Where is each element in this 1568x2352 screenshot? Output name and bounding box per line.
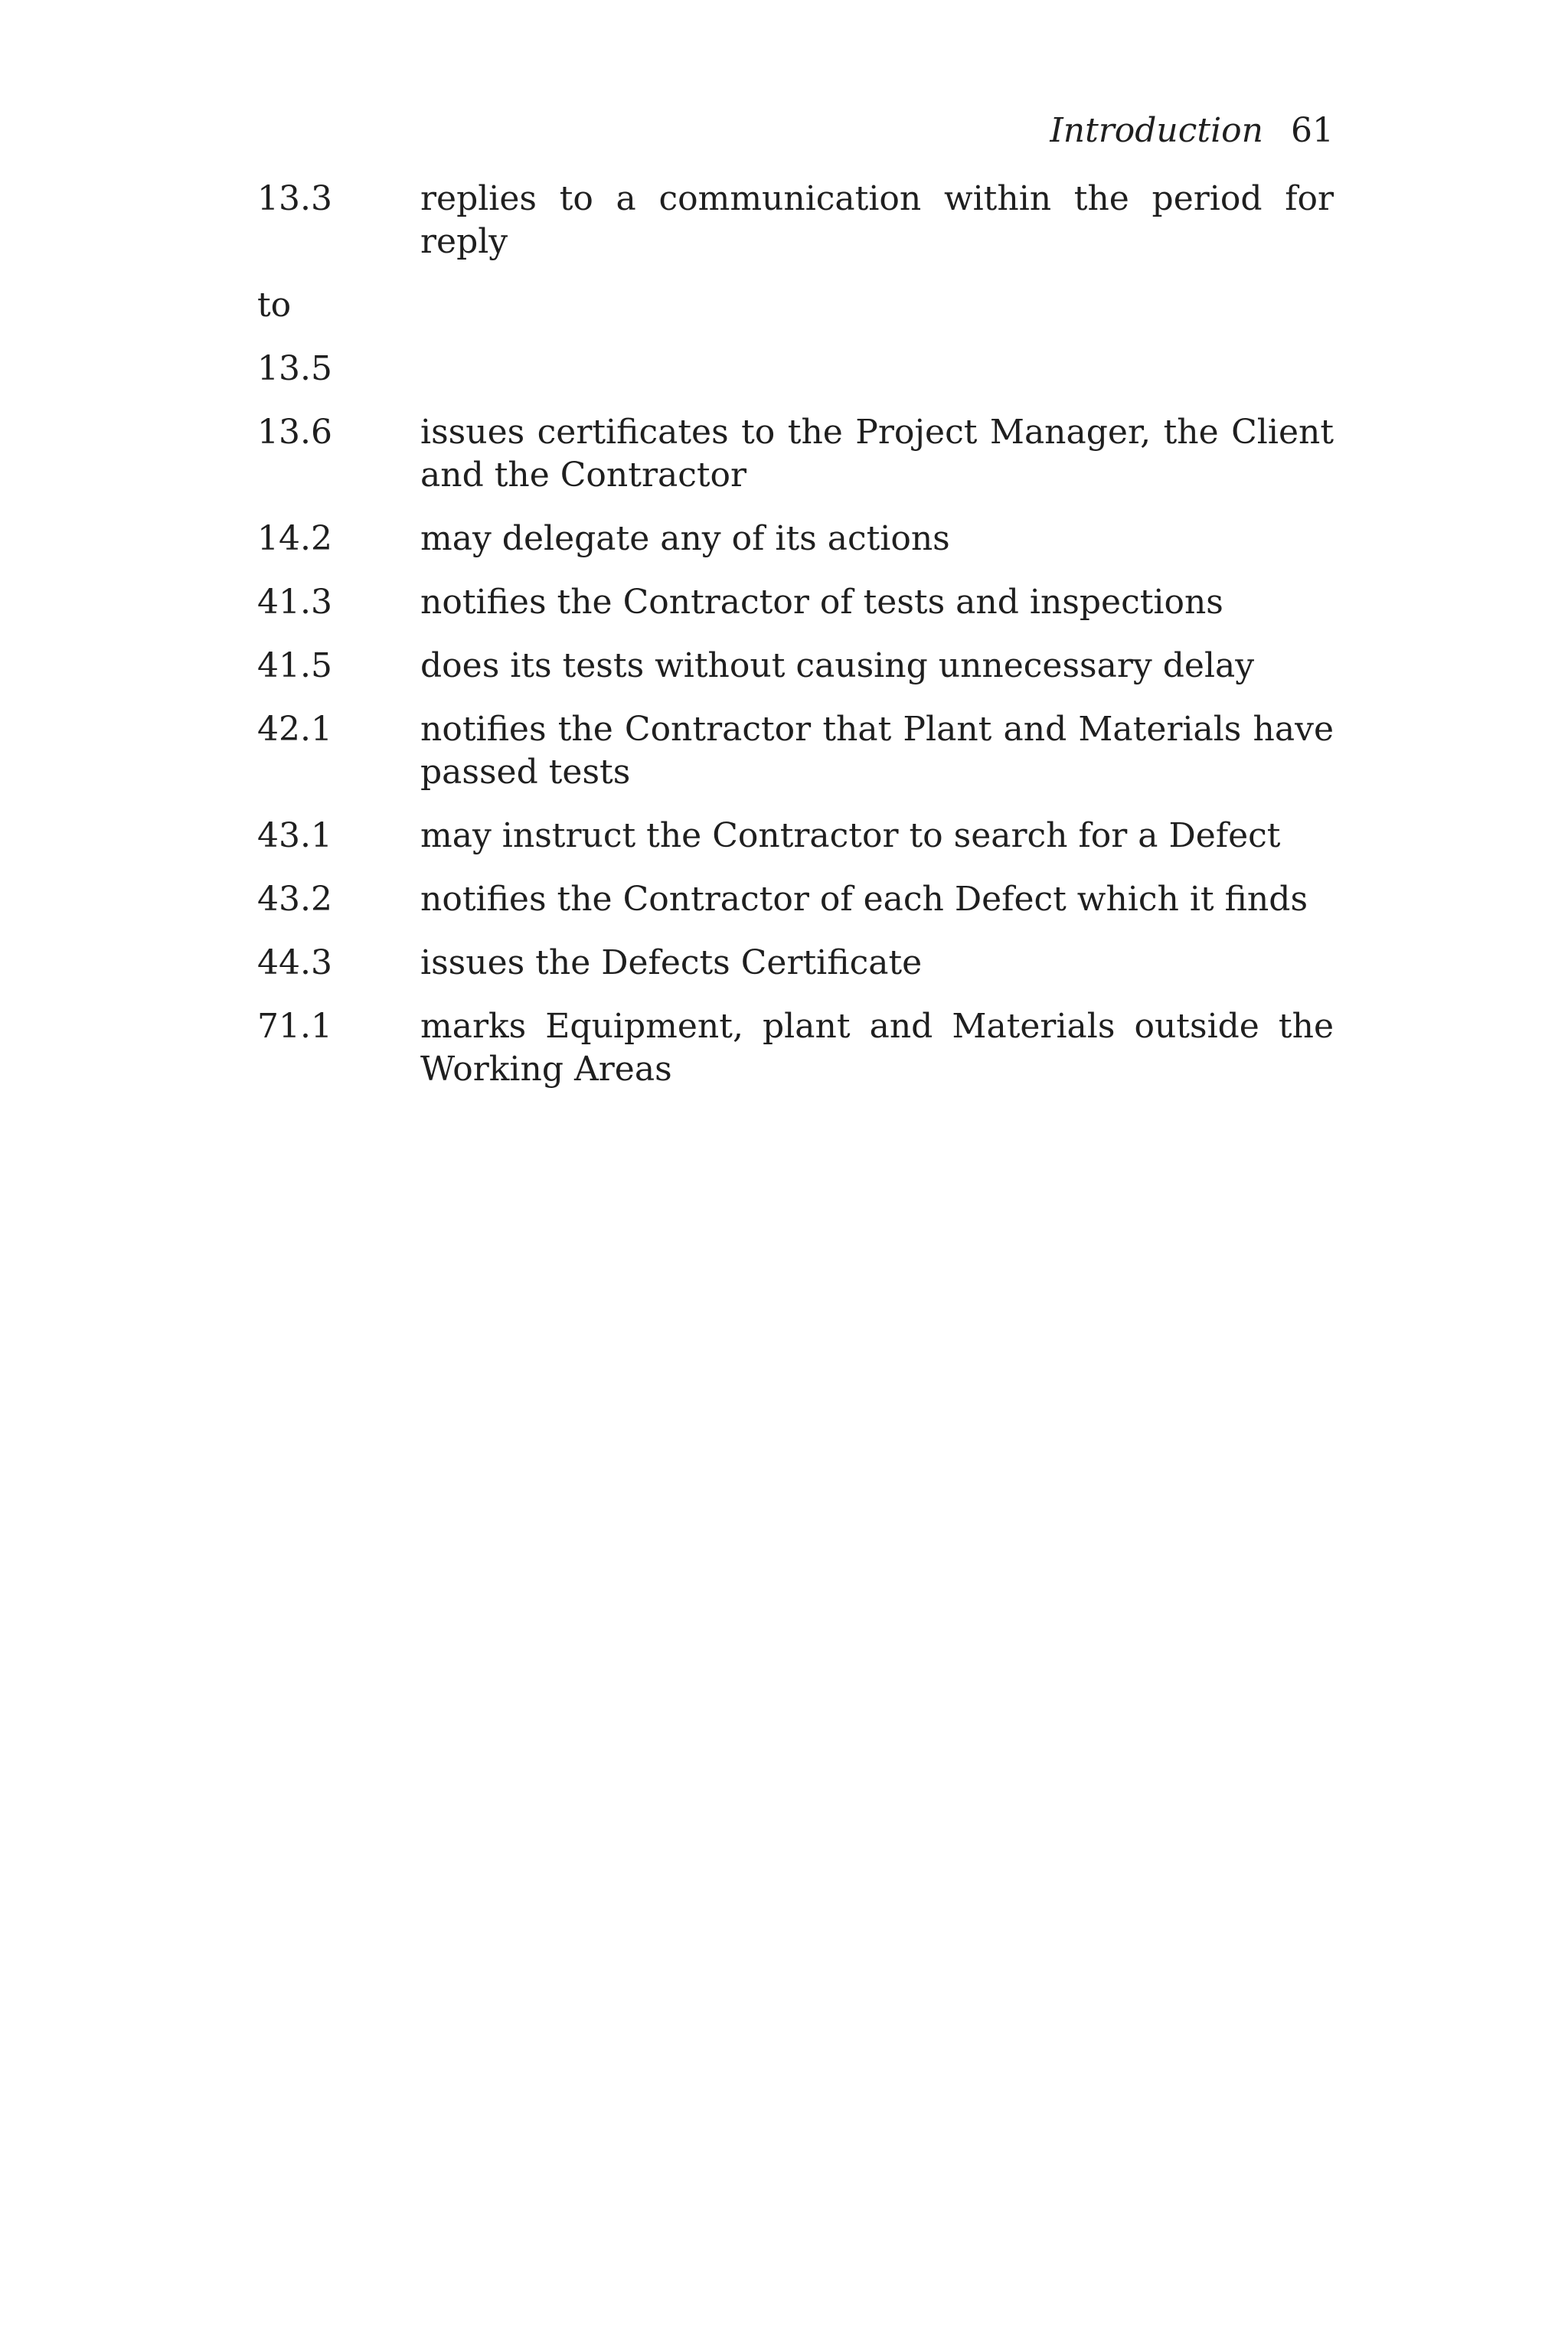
clause-row bbox=[257, 815, 1334, 858]
clause-text: may instruct the Contractor to search for a Defect bbox=[420, 816, 1281, 855]
clause-number: 13.6 bbox=[257, 413, 332, 452]
clause-number: 13.3 bbox=[257, 179, 332, 218]
clause-row bbox=[257, 645, 1334, 688]
clause-row bbox=[257, 878, 1334, 921]
section-title: Introduction bbox=[1050, 111, 1263, 150]
clause-text: notifies the Contractor that Plant and Materials have passed tests bbox=[420, 710, 1334, 792]
clause-number: 14.2 bbox=[257, 519, 332, 558]
clause-number: 41.5 bbox=[257, 646, 332, 685]
clause-number: 13.5 bbox=[257, 349, 332, 388]
clause-list bbox=[257, 178, 1334, 1112]
clause-row bbox=[257, 1005, 1334, 1091]
clause-text: does its tests without causing unnecessary delay bbox=[420, 646, 1255, 685]
clause-row bbox=[257, 518, 1334, 560]
clause-number: 43.1 bbox=[257, 816, 332, 855]
clause-text: may delegate any of its actions bbox=[420, 519, 950, 558]
clause-number: to bbox=[257, 286, 292, 325]
clause-row bbox=[257, 708, 1334, 794]
clause-row bbox=[257, 581, 1334, 624]
clause-text: replies to a communication within the period for reply bbox=[420, 179, 1334, 261]
clause-row bbox=[257, 284, 1334, 327]
clause-number: 44.3 bbox=[257, 943, 332, 982]
clause-row bbox=[257, 942, 1334, 985]
clause-text: marks Equipment, plant and Materials outside the Working Areas bbox=[420, 1007, 1334, 1089]
running-head bbox=[1050, 111, 1334, 152]
clause-text: issues the Defects Certificate bbox=[420, 943, 923, 982]
clause-text: issues certificates to the Project Manager, the Client and the Contractor bbox=[420, 413, 1334, 495]
clause-number: 43.2 bbox=[257, 880, 332, 919]
clause-number: 42.1 bbox=[257, 710, 332, 749]
clause-text: notifies the Contractor of each Defect which it finds bbox=[420, 880, 1308, 919]
page-number: 61 bbox=[1291, 111, 1334, 150]
clause-text: notifies the Contractor of tests and inspections bbox=[420, 583, 1223, 622]
clause-number: 41.3 bbox=[257, 583, 332, 622]
clause-row bbox=[257, 348, 1334, 390]
clause-row bbox=[257, 178, 1334, 263]
clause-row bbox=[257, 411, 1334, 497]
clause-number: 71.1 bbox=[257, 1007, 332, 1046]
